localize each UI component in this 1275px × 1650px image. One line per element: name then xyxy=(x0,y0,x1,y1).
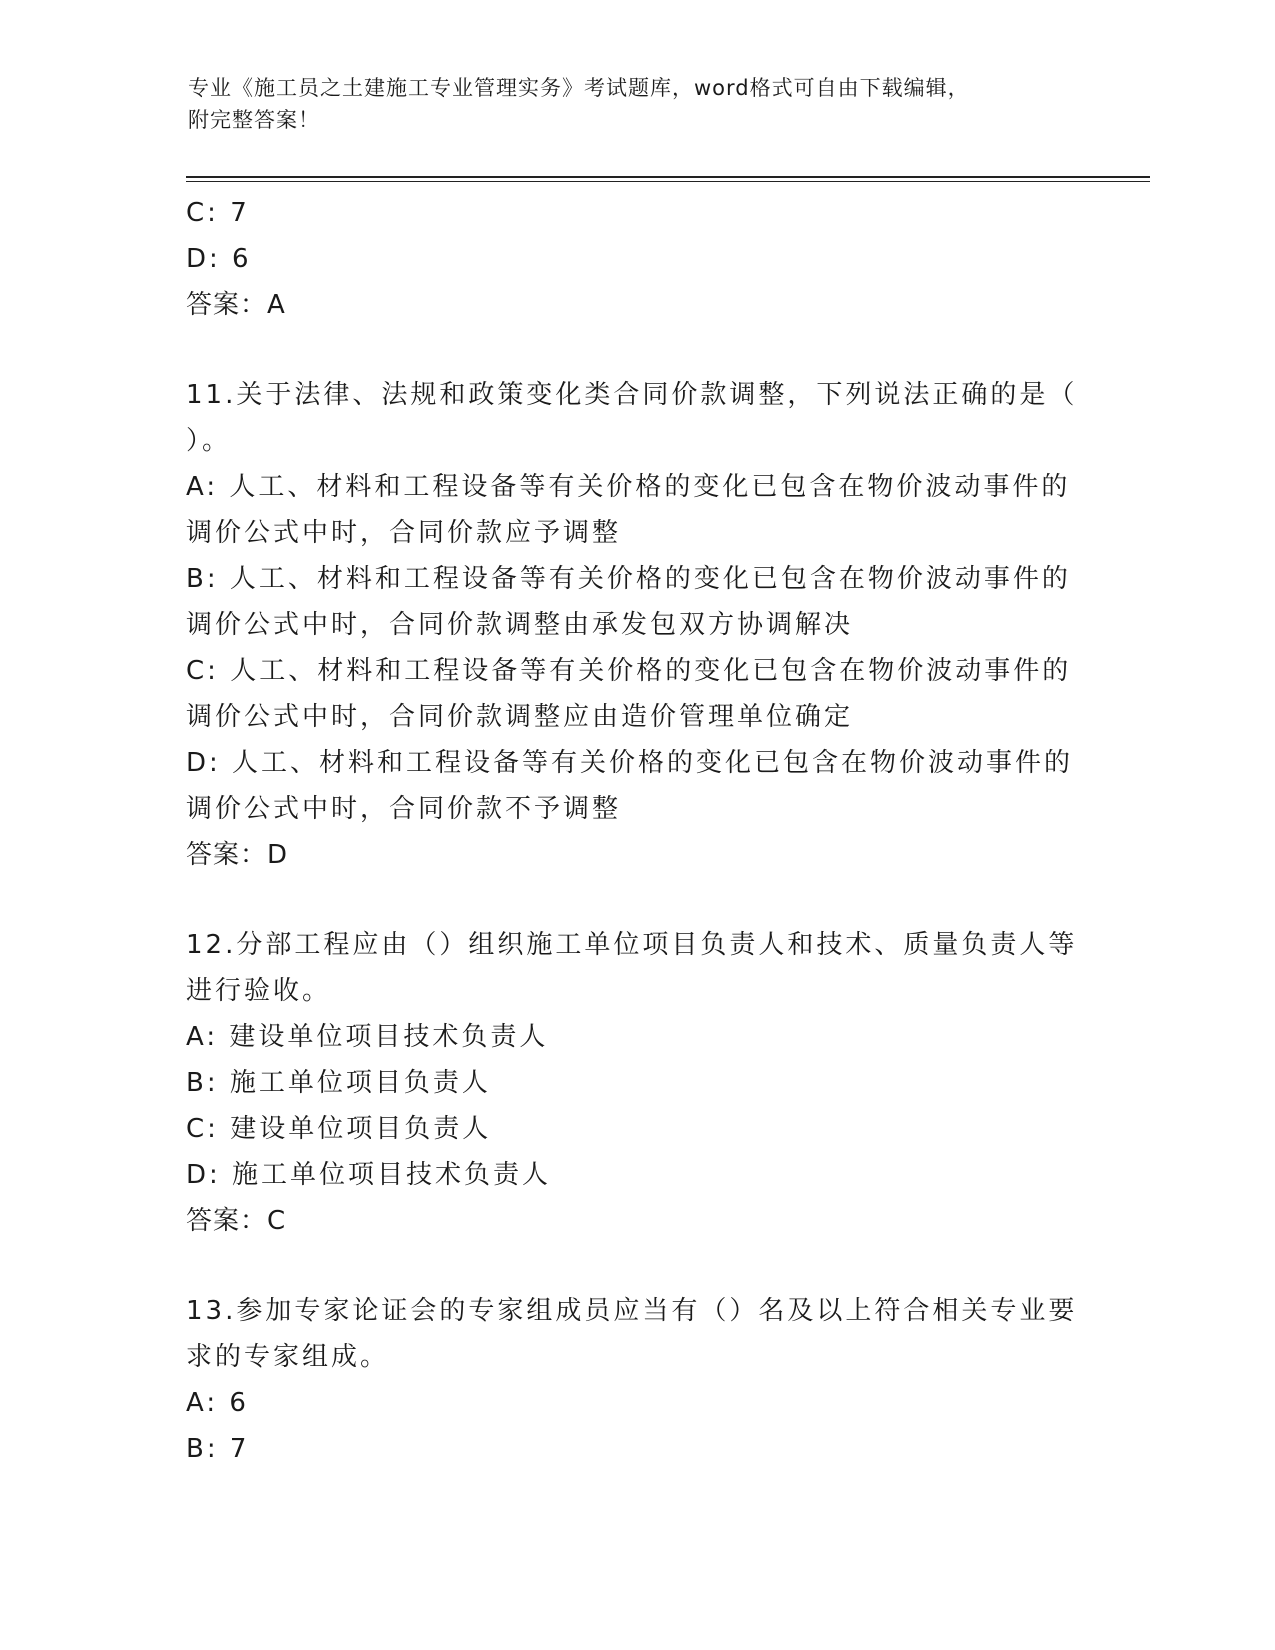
option-b xyxy=(186,1060,1086,1106)
option-text: 7 xyxy=(230,198,250,228)
option-key: B: xyxy=(186,1434,219,1464)
document-header xyxy=(188,72,1108,136)
option-d xyxy=(186,1152,1086,1198)
question-stem-line-1: 11.关于法律、法规和政策变化类合同价款调整，下列说法正确的是（ xyxy=(186,380,1078,410)
option-text: 建设单位项目技术负责人 xyxy=(229,1022,549,1052)
question-stem-line-1: 12.分部工程应由（）组织施工单位项目负责人和技术、质量负责人等 xyxy=(186,930,1078,960)
option-text: 6 xyxy=(232,244,252,274)
option-text: 施工单位项目负责人 xyxy=(229,1068,491,1098)
question-stem-line-1: 13.参加专家论证会的专家组成员应当有（）名及以上符合相关专业要 xyxy=(186,1296,1078,1326)
question-stem-line-2: ）。 xyxy=(186,426,232,456)
header-line-2: 附完整答案！ xyxy=(188,108,320,132)
question-stem-line-2: 求的专家组成。 xyxy=(186,1342,390,1372)
option-text-line-1: 人工、材料和工程设备等有关价格的变化已包含在物价波动事件的 xyxy=(232,748,1074,778)
answer-line: 答案：A xyxy=(186,290,286,320)
option-b xyxy=(186,556,1086,648)
option-text: 建设单位项目负责人 xyxy=(230,1114,492,1144)
header-rule-thick xyxy=(186,176,1150,178)
option-key: A: xyxy=(186,472,219,502)
answer-line: 答案：D xyxy=(186,840,289,870)
option-key: B: xyxy=(186,564,219,594)
option-a xyxy=(186,1380,1086,1426)
option-text-line-2: 调价公式中时，合同价款调整由承发包双方协调解决 xyxy=(186,610,854,640)
question-13 xyxy=(186,1288,1086,1472)
option-text-line-2: 调价公式中时，合同价款应予调整 xyxy=(186,518,622,548)
question-12 xyxy=(186,922,1086,1244)
option-a xyxy=(186,1014,1086,1060)
header-line-1: 专业《施工员之土建施工专业管理实务》考试题库，word格式可自由下载编辑， xyxy=(188,76,970,100)
option-c xyxy=(186,1106,1086,1152)
answer-line: 答案：C xyxy=(186,1206,287,1236)
option-c xyxy=(186,190,1086,236)
option-a xyxy=(186,464,1086,556)
option-key: D: xyxy=(186,244,221,274)
option-d xyxy=(186,740,1086,832)
option-text-line-1: 人工、材料和工程设备等有关价格的变化已包含在物价波动事件的 xyxy=(229,472,1071,502)
question-list xyxy=(186,190,1086,1472)
option-text-line-2: 调价公式中时，合同价款调整应由造价管理单位确定 xyxy=(186,702,854,732)
option-key: C: xyxy=(186,198,219,228)
option-key: A: xyxy=(186,1022,219,1052)
option-d xyxy=(186,236,1086,282)
option-text: 7 xyxy=(229,1434,250,1464)
option-key: A: xyxy=(186,1388,219,1418)
option-text: 施工单位项目技术负责人 xyxy=(232,1160,552,1190)
option-text-line-2: 调价公式中时，合同价款不予调整 xyxy=(186,794,622,824)
question-stem-line-2: 进行验收。 xyxy=(186,976,332,1006)
option-key: C: xyxy=(186,1114,219,1144)
option-b xyxy=(186,1426,1086,1472)
option-key: D: xyxy=(186,1160,221,1190)
option-text-line-1: 人工、材料和工程设备等有关价格的变化已包含在物价波动事件的 xyxy=(230,656,1072,686)
option-c xyxy=(186,648,1086,740)
option-key: C: xyxy=(186,656,219,686)
header-rule-thin xyxy=(186,181,1150,182)
question-11 xyxy=(186,372,1086,878)
option-text: 6 xyxy=(229,1388,249,1418)
question-10-tail xyxy=(186,190,1086,328)
option-key: B: xyxy=(186,1068,219,1098)
option-text-line-1: 人工、材料和工程设备等有关价格的变化已包含在物价波动事件的 xyxy=(229,564,1071,594)
option-key: D: xyxy=(186,748,221,778)
